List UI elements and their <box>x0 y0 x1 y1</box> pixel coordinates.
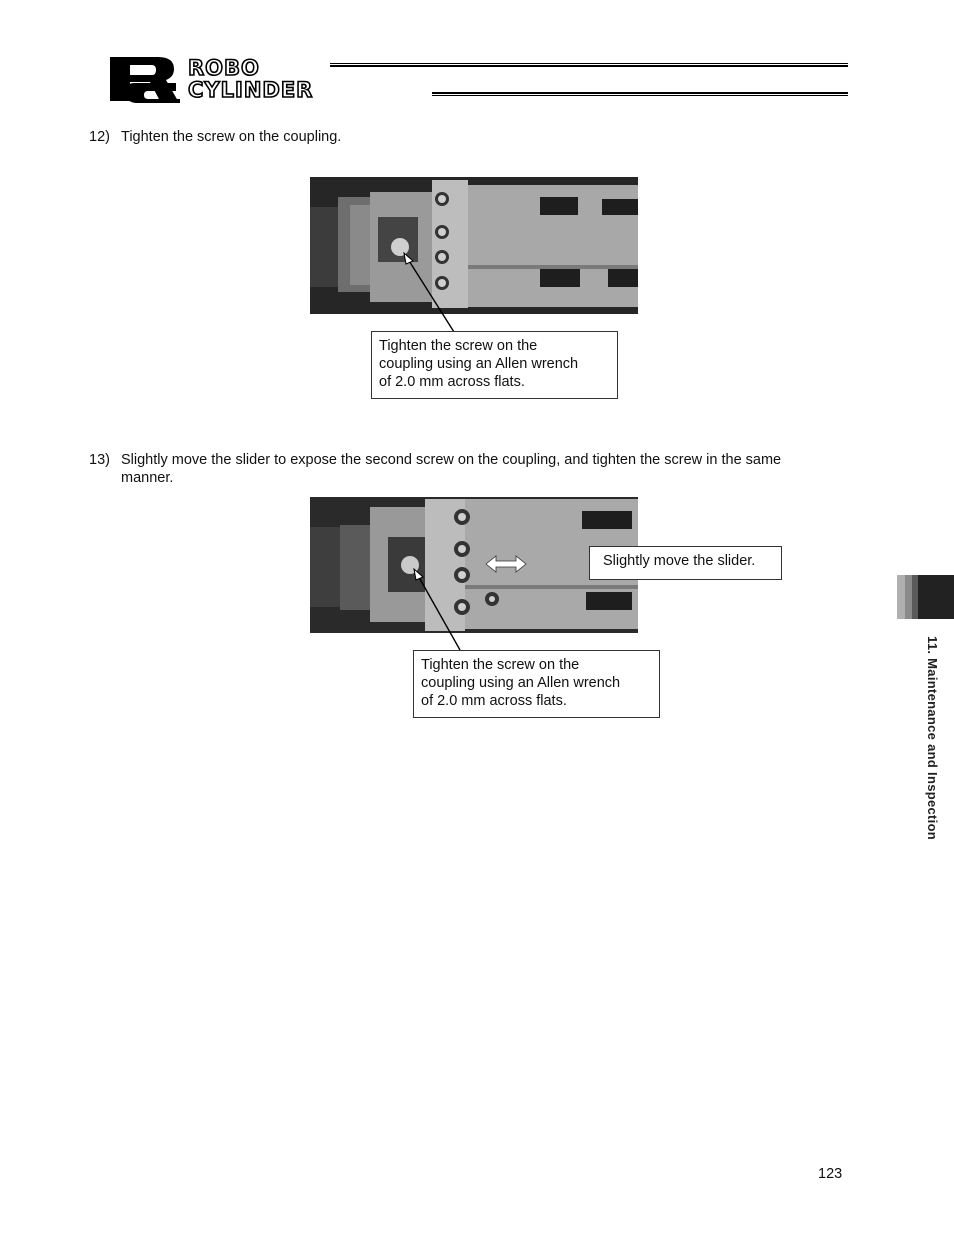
step-number: 13) <box>89 452 110 468</box>
step-text: Slightly move the slider to expose the second screw on the coupling, and tighten the screw in the same <box>121 452 782 468</box>
callout-line: Tighten the screw on the <box>421 657 580 673</box>
callout-line: of 2.0 mm across flats. <box>379 374 525 390</box>
callout-coupling-1 <box>371 331 618 399</box>
step-text: Tighten the screw on the coupling. <box>121 129 342 145</box>
header-rule-bottom <box>432 92 848 96</box>
chapter-label: 11. Maintenance and Inspection <box>925 636 940 841</box>
logo-word-robo: ROBO <box>188 56 260 80</box>
callout-move-slider <box>589 546 782 580</box>
chapter-tab-block <box>918 575 954 619</box>
robo-cylinder-logo-mark <box>108 55 184 103</box>
step-13 <box>89 451 849 489</box>
callout-line: coupling using an Allen wrench <box>379 356 579 372</box>
header-rule-top <box>330 63 848 67</box>
chapter-tab-stripe <box>897 575 905 619</box>
callout-line: Tighten the screw on the <box>379 338 538 354</box>
page-number: 123 <box>818 1166 843 1182</box>
leader-arrow-1 <box>400 252 460 334</box>
callout-line: of 2.0 mm across flats. <box>421 693 567 709</box>
callout-line: coupling using an Allen wrench <box>421 675 621 691</box>
chapter-tab-stripe <box>905 575 912 619</box>
logo-word-cylinder: CYLINDER <box>188 78 314 102</box>
leader-arrow-2 <box>410 568 465 652</box>
step-text-continued: manner. <box>121 470 174 486</box>
photo-coupling-screw-1 <box>310 177 638 314</box>
callout-coupling-2 <box>413 650 660 718</box>
step-12 <box>89 128 849 148</box>
step-number: 12) <box>89 129 110 145</box>
callout-line: Slightly move the slider. <box>603 553 756 569</box>
